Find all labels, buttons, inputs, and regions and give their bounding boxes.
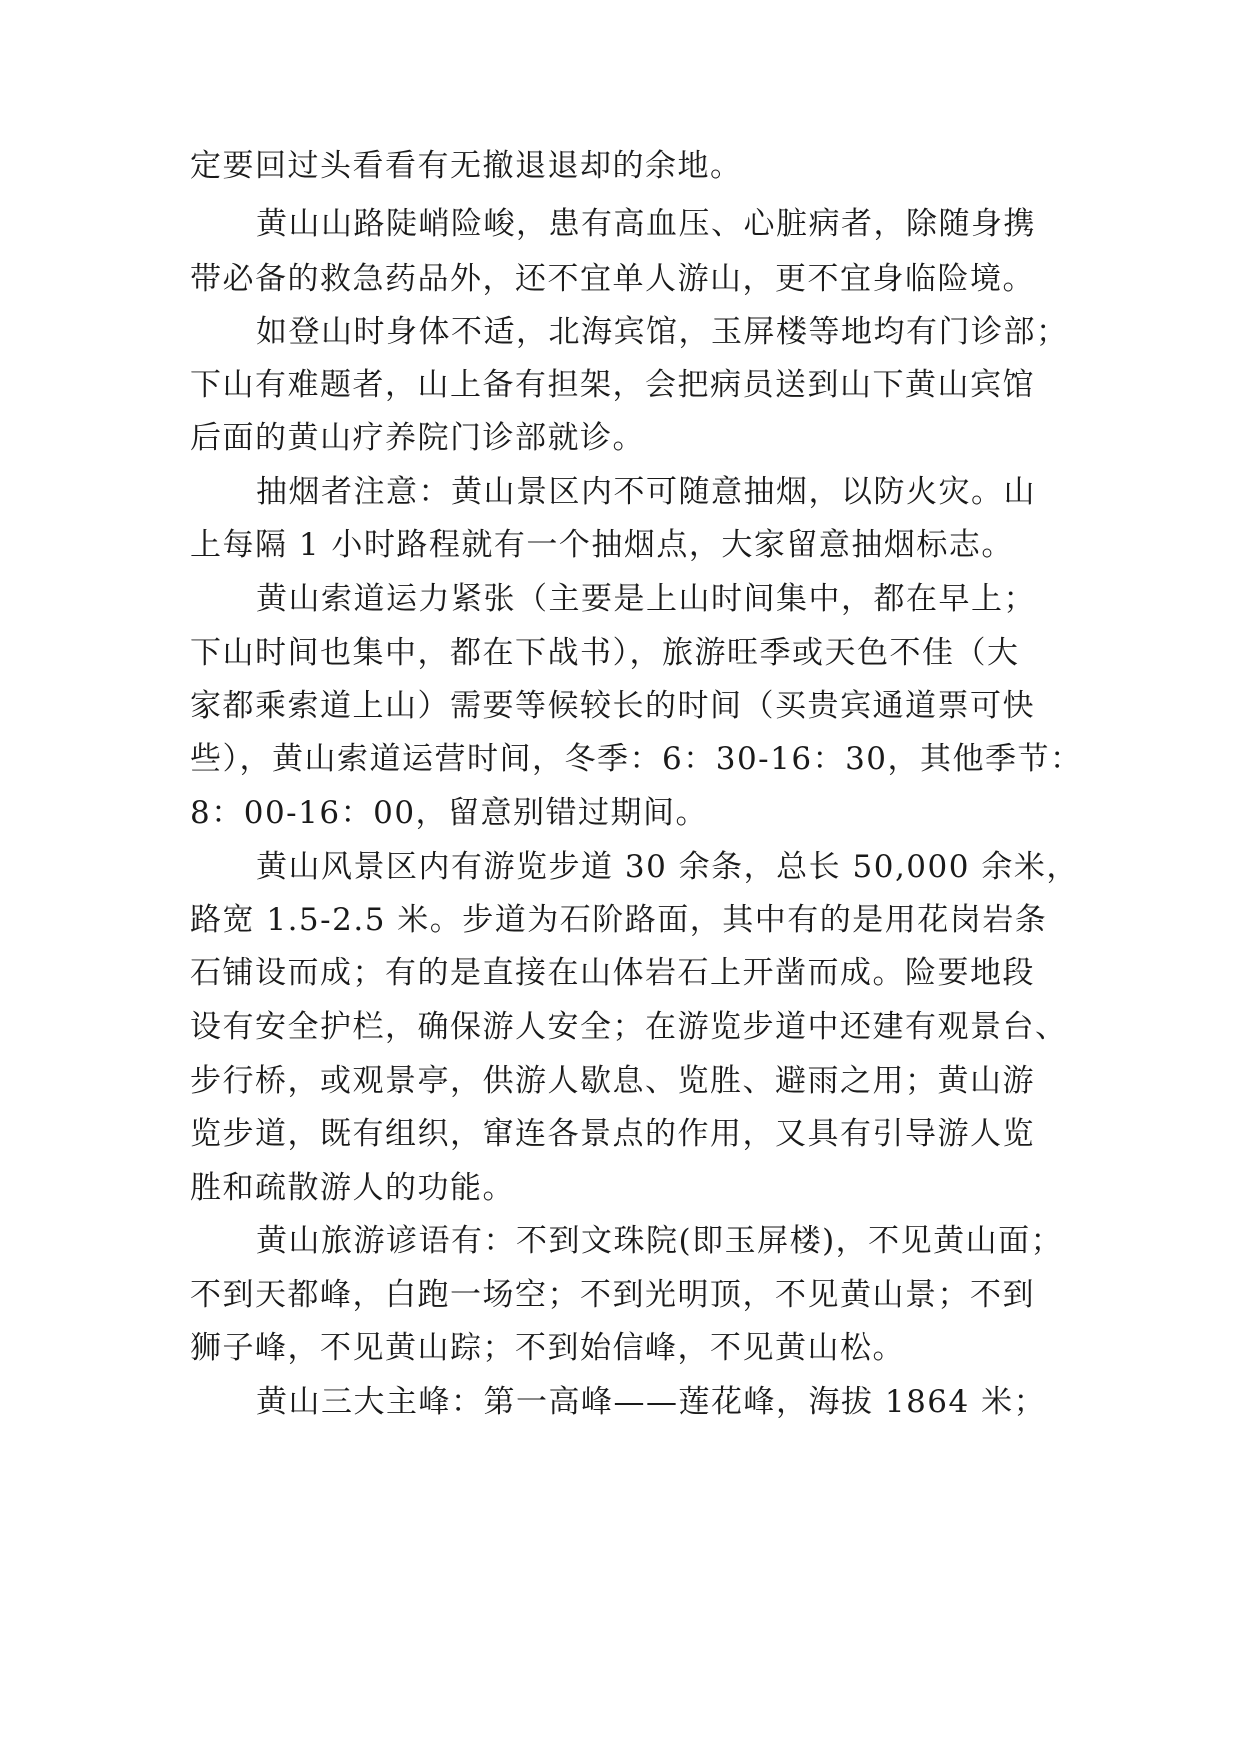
text-line: 石铺设而成；有的是直接在山体岩石上开凿而成。险要地段 bbox=[190, 955, 1035, 991]
paragraph-first-line: 黄山三大主峰：第一高峰——莲花峰，海拔 1864 米； bbox=[256, 1384, 1047, 1420]
paragraph-first-line: 黄山风景区内有游览步道 30 余条，总长 50,000 余米， bbox=[256, 849, 1079, 885]
text-line: 定要回过头看看有无撤退退却的余地。 bbox=[190, 148, 743, 184]
paragraph-first-line: 黄山山路陡峭险峻，患有高血压、心脏病者，除随身携 bbox=[256, 206, 1036, 242]
text-line: 览步道，既有组织，窜连各景点的作用，又具有引导游人览 bbox=[190, 1116, 1035, 1152]
text-line: 不到天都峰，白跑一场空；不到光明顶，不见黄山景；不到 bbox=[190, 1277, 1035, 1313]
text-line: 胜和疏散游人的功能。 bbox=[190, 1170, 515, 1206]
text-line: 后面的黄山疗养院门诊部就诊。 bbox=[190, 420, 645, 456]
text-line: 家都乘索道上山）需要等候较长的时间（买贵宾通道票可快 bbox=[190, 688, 1035, 724]
text-line: 下山时间也集中，都在下战书），旅游旺季或天色不佳（大 bbox=[190, 635, 1020, 671]
paragraph-first-line: 黄山索道运力紧张（主要是上山时间集中，都在早上； bbox=[256, 581, 1036, 617]
paragraph-first-line: 黄山旅游谚语有：不到文珠院(即玉屏楼)，不见黄山面； bbox=[256, 1223, 1064, 1259]
text-line: 路宽 1.5-2.5 米。步道为石阶路面，其中有的是用花岗岩条 bbox=[190, 902, 1048, 938]
text-line: 上每隔 1 小时路程就有一个抽烟点，大家留意抽烟标志。 bbox=[190, 527, 1014, 563]
text-line: 步行桥，或观景亭，供游人歇息、览胜、避雨之用；黄山游 bbox=[190, 1063, 1035, 1099]
text-line: 带必备的救急药品外，还不宜单人游山，更不宜身临险境。 bbox=[190, 261, 1035, 297]
text-line: 狮子峰，不见黄山踪；不到始信峰，不见黄山松。 bbox=[190, 1330, 905, 1366]
paragraph-first-line: 如登山时身体不适，北海宾馆，玉屏楼等地均有门诊部； bbox=[256, 314, 1069, 350]
text-line: 设有安全护栏，确保游人安全；在游览步道中还建有观景台、 bbox=[190, 1009, 1068, 1045]
text-line: 8：00-16：00，留意别错过期间。 bbox=[190, 795, 709, 831]
paragraph-first-line: 抽烟者注意：黄山景区内不可随意抽烟，以防火灾。山 bbox=[256, 474, 1036, 510]
text-line: 下山有难题者，山上备有担架，会把病员送到山下黄山宾馆 bbox=[190, 367, 1035, 403]
text-line: 些），黄山索道运营时间，冬季：6：30-16：30，其他季节： bbox=[190, 741, 1083, 777]
